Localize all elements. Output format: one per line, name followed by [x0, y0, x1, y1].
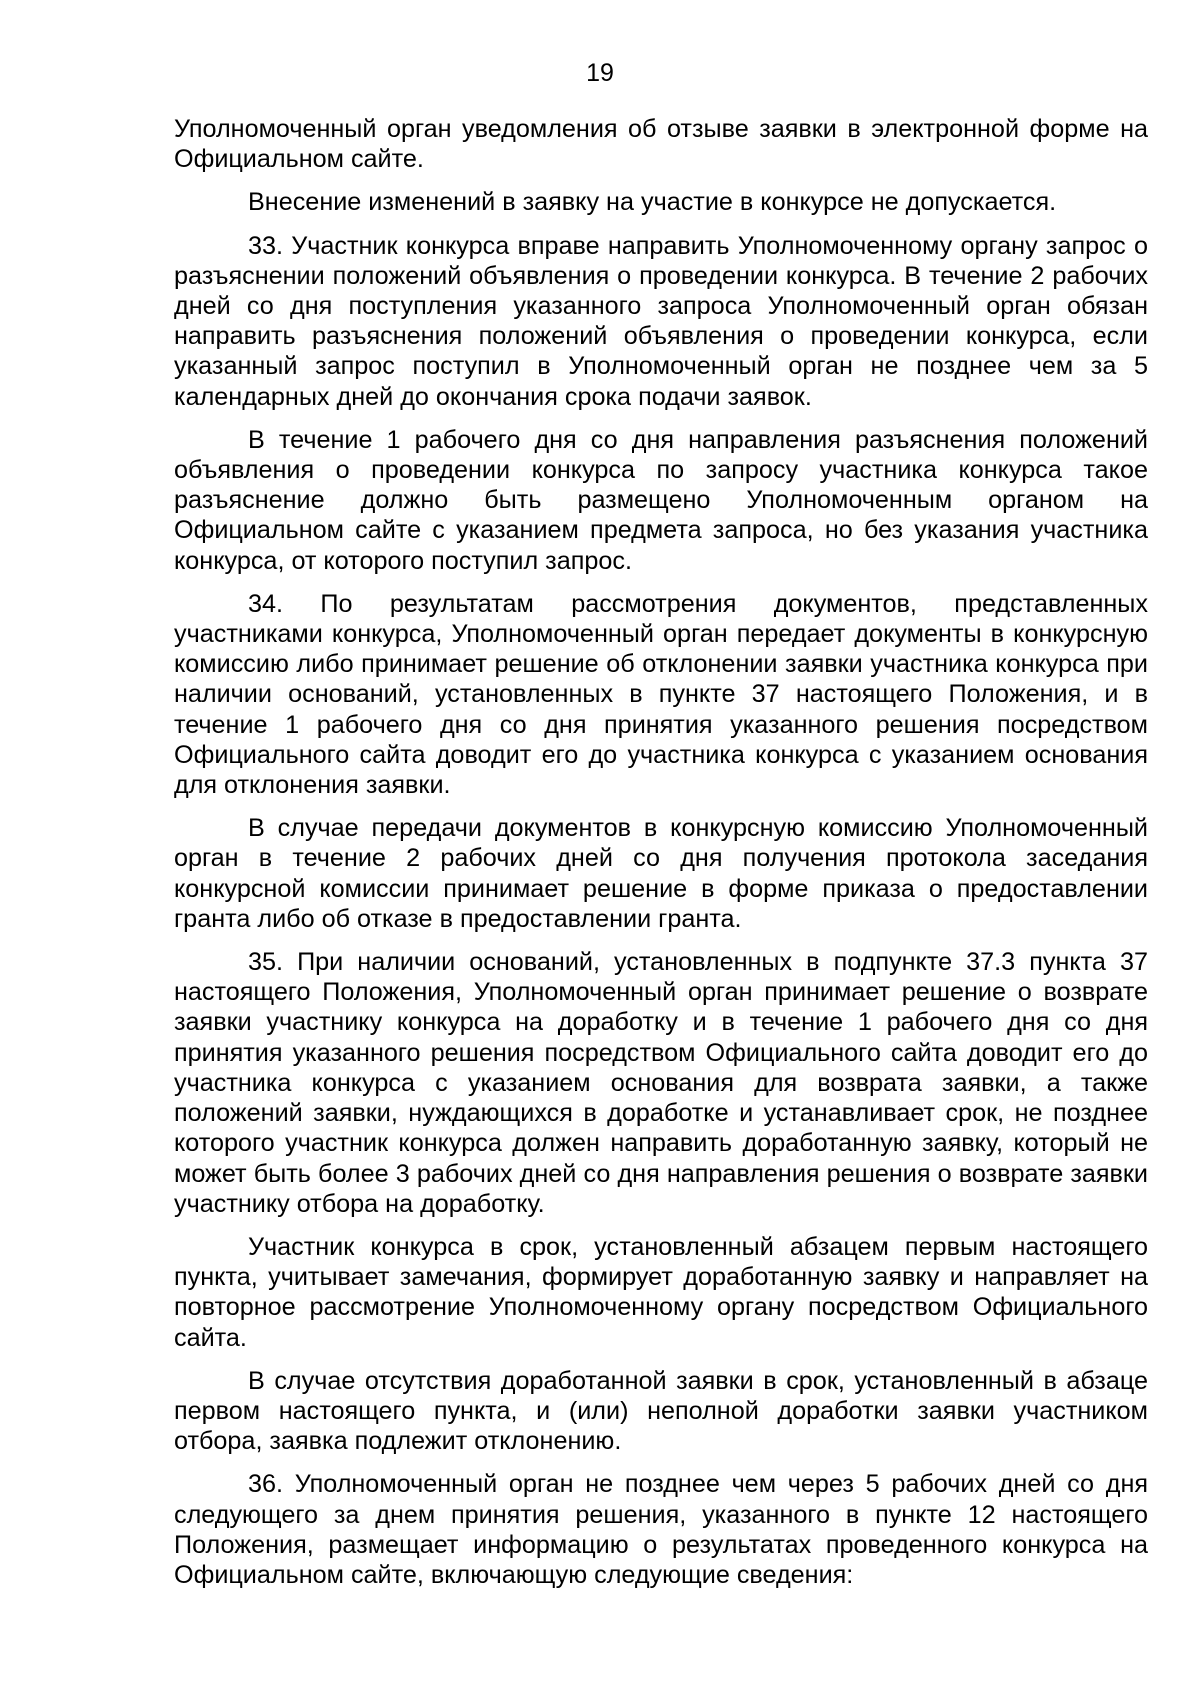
paragraph-resubmission: Участник конкурса в срок, установленный абзацем первым настоящего пункта, учитывает замечания, формирует доработанную заявку и направляет на повторное рассмотрение Уполномоченному органу посредством Официального сайта. — [174, 1232, 1148, 1352]
paragraph-no-changes: Внесение изменений в заявку на участие в конкурсе не допускается. — [248, 188, 1057, 217]
paragraph-item-33: 33. Участник конкурса вправе направить Уполномоченному органу запрос о разъяснении положений объявления о проведении конкурса. В течение 2 рабочих дней со дня поступления указанного запроса Уполномоченный орган обязан направить разъяснения положений объявления о проведении конкурса, если указанный запрос поступил в Уполномоченный орган не позднее чем за 5 календарных дней до окончания срока подачи заявок. — [174, 231, 1148, 411]
paragraph-item-34: 34. По результатам рассмотрения документов, представленных участниками конкурса, Уполномоченный орган передает документы в конкурсную комиссию либо принимает решение об отклонении заявки участника конкурса при наличии оснований, установленных в пункте 37 настоящего Положения, и в течение 1 рабочего дня со дня принятия указанного решения посредством Официального сайта доводит его до участника конкурса с указанием основания для отклонения заявки. — [174, 589, 1148, 800]
document-body — [174, 114, 1148, 1603]
paragraph-clarification-publication: В течение 1 рабочего дня со дня направления разъяснения положений объявления о проведении конкурса по запросу участника конкурса такое разъяснение должно быть размещено Уполномоченным органом на Официальном сайте с указанием предмета запроса, но без указания участника конкурса, от которого поступил запрос. — [174, 425, 1148, 575]
paragraph-item-35: 35. При наличии оснований, установленных в подпункте 37.3 пункта 37 настоящего Положения, Уполномоченный орган принимает решение о возврате заявки участнику конкурса на доработку и в течение 1 рабочего дня со дня принятия указанного решения посредством Официального сайта доводит его до участника конкурса с указанием основания для возврата заявки, а также положений заявки, нуждающихся в доработке и устанавливает срок, не позднее которого участник конкурса должен направить доработанную заявку, который не может быть более 3 рабочих дней со дня направления решения о возврате заявки участнику отбора на доработку. — [174, 948, 1148, 1218]
paragraph-item-36: 36. Уполномоченный орган не позднее чем через 5 рабочих дней со дня следующего за днем принятия решения, указанного в пункте 12 настоящего Положения, размещает информацию о результатах проведенного конкурса на Официальном сайте, включающую следующие сведения: — [174, 1470, 1148, 1589]
paragraph-commission-transfer: В случае передачи документов в конкурсную комиссию Уполномоченный орган в течение 2 рабочих дней со дня получения протокола заседания конкурсной комиссии принимает решение в форме приказа о предоставлении гранта либо об отказе в предоставлении гранта. — [174, 814, 1148, 933]
paragraph-rejection: В случае отсутствия доработанной заявки в срок, установленный в абзаце первом настоящего пункта, и (или) неполной доработки заявки участником отбора, заявка подлежит отклонению. — [174, 1366, 1148, 1456]
paragraph-withdrawal-notice: Уполномоченный орган уведомления об отзыве заявки в электронной форме на Официальном сайте. — [174, 115, 1148, 174]
page-number: 19 — [586, 59, 614, 87]
